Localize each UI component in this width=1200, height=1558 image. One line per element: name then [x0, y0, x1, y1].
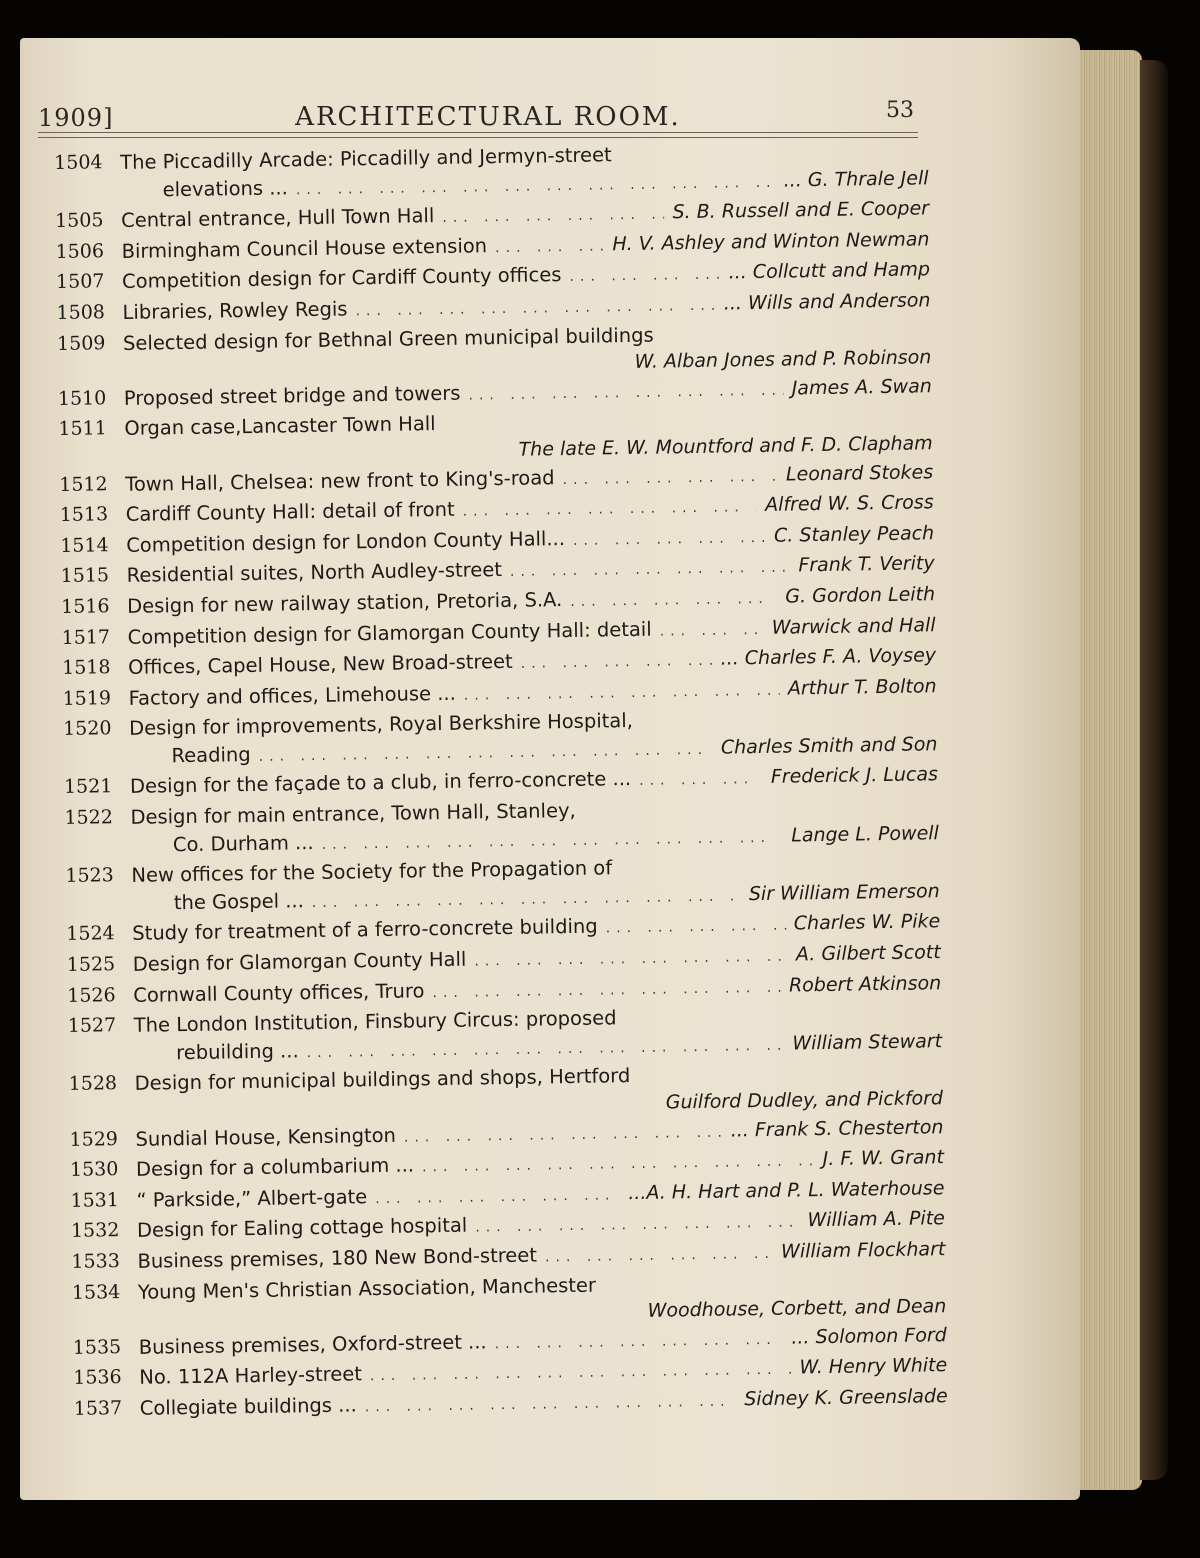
leader-dots — [521, 648, 713, 679]
entry-number: 1514 — [60, 533, 109, 557]
entry-number: 1507 — [55, 270, 105, 294]
entry-title: Libraries, Rowley Regis — [122, 297, 348, 324]
entry-title: Design for new railway station, Pretoria, S.A. — [126, 587, 563, 618]
page-number: 53 — [886, 98, 914, 123]
entry-architect: W. Henry White — [799, 1354, 948, 1379]
entry-architect: Frank T. Verity — [798, 552, 935, 577]
leader-dots — [659, 616, 764, 645]
entry-title: No. 112A Harley-street — [139, 1362, 363, 1390]
entry-number: 1526 — [67, 983, 116, 1007]
entry-architect: ... Solomon Ford — [791, 1323, 947, 1349]
entry-title: Selected design for Bethnal Green municipal buildings — [122, 323, 654, 355]
entry-title: Design for Ealing cottage hospital — [136, 1214, 468, 1243]
entry-architect: Leonard Stokes — [785, 460, 934, 486]
entry-title: Young Men's Christian Association, Manchester — [137, 1273, 597, 1304]
entry-title: Reading — [171, 742, 251, 768]
header-rule — [38, 132, 918, 133]
entry-title: Design for improvements, Royal Berkshire Hospital, — [128, 709, 634, 741]
entry-architect: Robert Atkinson — [788, 971, 942, 997]
entry-architect: Lange L. Powell — [791, 821, 940, 847]
entry-title: Business premises, 180 New Bond-street — [137, 1243, 538, 1273]
entry-number: 1512 — [59, 472, 108, 496]
entry-title: Competition design for Glamorgan County Hall: detail — [127, 617, 652, 649]
entry-number: 1521 — [63, 775, 113, 799]
entry-architect: William Stewart — [792, 1029, 943, 1055]
entry-number: 1534 — [71, 1280, 121, 1304]
entry-architect: H. V. Ashley and Winton Newman — [612, 228, 930, 256]
entry-number: 1517 — [61, 625, 111, 649]
leader-dots — [545, 1241, 774, 1272]
entry-number: 1535 — [72, 1335, 122, 1359]
entry-architect: A. Gilbert Scott — [795, 941, 941, 966]
entry-title: Design for municipal buildings and shops, Hertford — [134, 1064, 631, 1096]
entry-title: rebuilding ... — [176, 1039, 299, 1065]
entry-number: 1504 — [54, 151, 103, 174]
entry-architect: Warwick and Hall — [771, 613, 936, 639]
entry-number: 1528 — [68, 1072, 118, 1096]
entry-architect: ...A. H. Hart and P. L. Waterhouse — [628, 1176, 945, 1204]
entry-title: Co. Durham ... — [172, 830, 314, 856]
entry-title: Cardiff County Hall: detail of front — [125, 497, 455, 527]
entry-architect: Charles Smith and Son — [720, 733, 938, 759]
leader-dots — [562, 463, 778, 494]
entry-number: 1533 — [71, 1250, 120, 1273]
entry-number: 1510 — [57, 386, 107, 410]
book-binding — [1140, 60, 1168, 1480]
entry-title: New offices for the Society for the Propagation of — [131, 856, 613, 888]
entry-architect: G. Gordon Leith — [785, 583, 936, 608]
entry-number: 1524 — [66, 922, 115, 946]
entry-title: Residential suites, North Audley-street — [126, 558, 503, 588]
entry-architect: ... Collcutt and Hamp — [728, 258, 931, 284]
header-title: ARCHITECTURAL ROOM. — [295, 102, 681, 132]
entry-title: Design for main entrance, Town Hall, Stanley, — [130, 798, 576, 829]
leader-dots — [365, 1388, 737, 1421]
entry-number: 1509 — [56, 331, 106, 355]
entry-architect: J. F. W. Grant — [822, 1146, 945, 1171]
leader-dots — [569, 262, 721, 292]
page-edges — [1080, 50, 1142, 1490]
entry-title: Proposed street bridge and towers — [123, 381, 461, 410]
entry-title: Sundial House, Kensington — [135, 1123, 397, 1151]
entry-title: The Piccadilly Arcade: Piccadilly and Jermyn-street — [120, 143, 612, 174]
entry-title: Town Hall, Chelsea: new front to King's-road — [125, 465, 555, 496]
entry-architect: ... G. Thrale Jell — [783, 166, 929, 192]
entry-architect: William A. Pite — [807, 1207, 946, 1232]
entry-number: 1506 — [55, 240, 105, 263]
entry-architect: William Flockhart — [780, 1238, 946, 1263]
leader-dots — [510, 555, 791, 587]
entry-title: elevations ... — [162, 175, 289, 201]
leader-dots — [442, 202, 665, 233]
entry-number: 1508 — [56, 301, 106, 324]
leader-dots — [639, 766, 763, 796]
entry-architect: Alfred W. S. Cross — [764, 491, 934, 516]
entry-title: Design for the façade to a club, in ferro-concrete ... — [129, 767, 632, 799]
entry-number: 1516 — [61, 595, 110, 618]
leader-dots — [570, 586, 778, 617]
entry-title: Collegiate buildings ... — [139, 1393, 357, 1420]
entry-title: Design for a columbarium ... — [135, 1153, 415, 1182]
entry-number: 1518 — [61, 656, 111, 680]
entry-number: 1527 — [67, 1014, 117, 1038]
entry-architect: Guilford Dudley, and Pickford — [665, 1087, 944, 1114]
entry-number: 1525 — [66, 953, 116, 976]
entry-architect: Sir William Emerson — [748, 880, 940, 906]
entry-number: 1522 — [64, 806, 114, 829]
entry-number: 1523 — [65, 864, 114, 888]
entry-number: 1505 — [54, 209, 104, 233]
entry-number: 1511 — [58, 417, 107, 441]
entry-title: Competition design for London County Hall... — [126, 526, 566, 557]
entry-number: 1529 — [69, 1127, 119, 1151]
entry-title: Offices, Capel House, New Broad-street — [127, 649, 513, 679]
entry-number: 1532 — [70, 1219, 120, 1243]
leader-dots — [573, 525, 767, 556]
entry-title: Central entrance, Hull Town Hall — [120, 204, 435, 233]
entry-architect: Charles W. Pike — [793, 910, 941, 935]
entry-number: 1520 — [62, 717, 112, 741]
entry-title: Business premises, Oxford-street ... — [138, 1330, 487, 1359]
entry-architect: Frederick J. Lucas — [770, 763, 939, 789]
entry-architect: Woodhouse, Corbett, and Dean — [647, 1295, 947, 1322]
entry-title: the Gospel ... — [173, 889, 304, 915]
leader-dots — [495, 233, 605, 262]
entry-title: Birmingham Council House extension — [121, 233, 488, 263]
entry-title: “ Parkside,” Albert-gate — [136, 1184, 368, 1212]
entry-architect: ... Frank S. Chesterton — [730, 1115, 944, 1142]
entry-number: 1536 — [73, 1366, 122, 1390]
entry-title: Design for Glamorgan County Hall — [132, 947, 467, 976]
entry-architect: S. B. Russell and E. Cooper — [672, 197, 930, 224]
entry-architect: Arthur T. Bolton — [787, 674, 937, 700]
entry-number: 1513 — [59, 503, 109, 527]
entry-number: 1530 — [69, 1158, 119, 1182]
leader-dots — [606, 913, 787, 943]
entry-title: The London Institution, Finsbury Circus: proposed — [133, 1006, 617, 1038]
entry-architect: Sidney K. Greenslade — [744, 1385, 948, 1411]
header-year: 1909] — [38, 104, 114, 132]
entry-architect: C. Stanley Peach — [773, 521, 935, 547]
entry-architect: ... Charles F. A. Voysey — [720, 644, 937, 670]
entry-title: Organ case,Lancaster Town Hall — [124, 412, 436, 441]
entry-architect: James A. Swan — [791, 374, 932, 400]
entry-title: Competition design for Cardiff County offices — [121, 263, 562, 294]
entry-number: 1537 — [73, 1397, 123, 1420]
entry-architect: W. Alban Jones and P. Robinson — [634, 346, 932, 374]
running-header — [38, 96, 938, 140]
entry-number: 1531 — [70, 1188, 120, 1212]
entry-title: Cornwall County offices, Truro — [133, 978, 425, 1007]
entry-number: 1519 — [62, 686, 112, 710]
leader-dots — [375, 1182, 621, 1213]
entry-number: 1515 — [60, 564, 110, 588]
entry-title: Study for treatment of a ferro-concrete building — [132, 914, 598, 946]
entry-title: Factory and offices, Limehouse ... — [128, 681, 457, 710]
entry-architect: ... Wills and Anderson — [723, 289, 931, 315]
catalogue-list — [54, 136, 954, 1426]
entry-architect: The late E. W. Mountford and F. D. Clapham — [518, 432, 933, 461]
